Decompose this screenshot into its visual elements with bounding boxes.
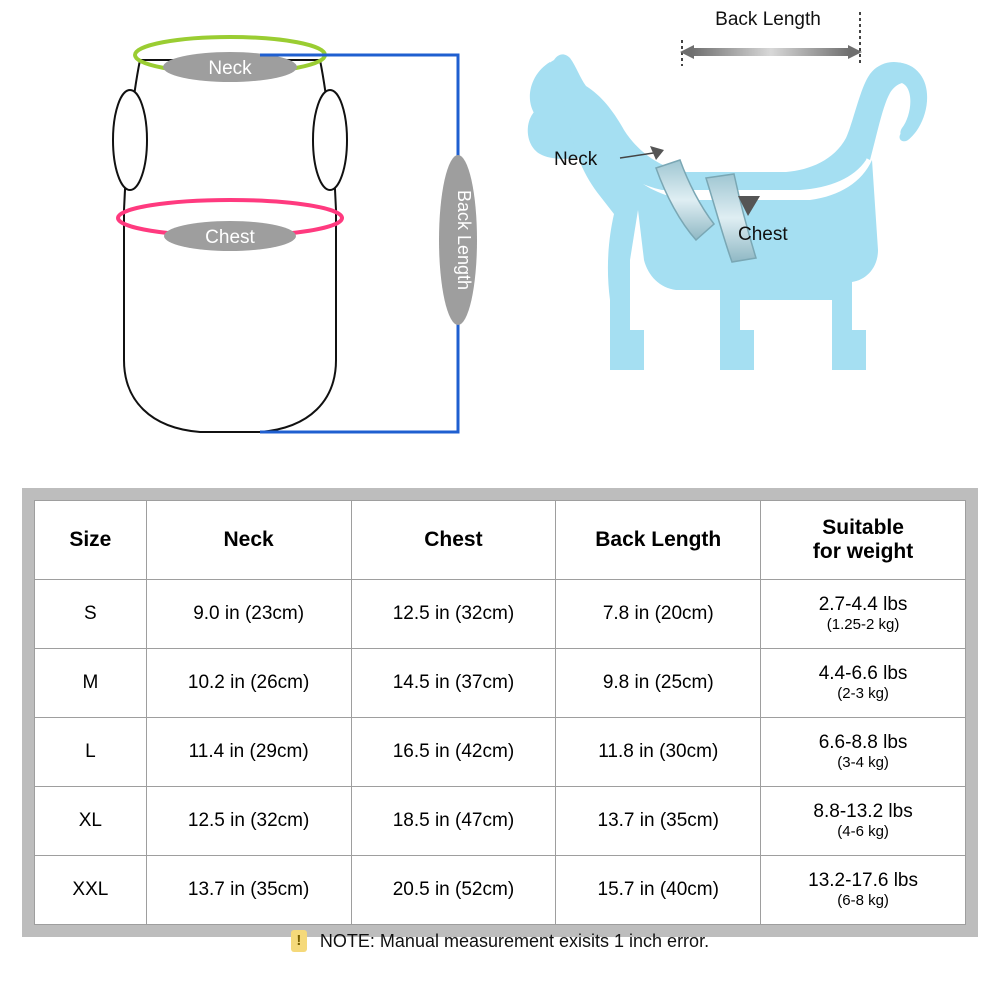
cell-weight (761, 649, 966, 718)
cell-chest: 20.5 in (52cm) (351, 856, 556, 925)
cell-chest: 14.5 in (37cm) (351, 649, 556, 718)
cell-weight-kg: (4-6 kg) (837, 822, 889, 840)
dog-tail (850, 63, 927, 160)
cell-back-length: 15.7 in (40cm) (556, 856, 761, 925)
cell-back-length: 11.8 in (30cm) (556, 718, 761, 787)
cell-back-length: 7.8 in (20cm) (556, 580, 761, 649)
table-header-row (35, 501, 966, 580)
cell-size: XL (35, 787, 147, 856)
table-row (35, 787, 966, 856)
cell-chest: 18.5 in (47cm) (351, 787, 556, 856)
cell-size: L (35, 718, 147, 787)
cell-neck: 9.0 in (23cm) (146, 580, 351, 649)
cell-neck: 11.4 in (29cm) (146, 718, 351, 787)
cell-weight (761, 856, 966, 925)
cell-back-length: 13.7 in (35cm) (556, 787, 761, 856)
cell-weight-kg: (3-4 kg) (837, 753, 889, 771)
cell-weight-lbs: 2.7-4.4 lbs (818, 593, 908, 615)
cell-size: S (35, 580, 147, 649)
table-row (35, 649, 966, 718)
header-back-length: Back Length (556, 501, 761, 580)
measurement-diagrams (0, 0, 1000, 478)
cell-weight (761, 787, 966, 856)
right-sleeve-opening (313, 90, 347, 190)
size-table (34, 500, 966, 925)
cell-chest: 12.5 in (32cm) (351, 580, 556, 649)
dog-chest-label: Chest (738, 224, 788, 245)
header-neck: Neck (146, 501, 351, 580)
dog-back-length-label: Back Length (715, 9, 821, 30)
cell-weight-kg: (1.25-2 kg) (826, 615, 900, 633)
dog-silhouette-diagram (510, 0, 960, 440)
header-size: Size (35, 501, 147, 580)
header-weight-line2: for weight (812, 540, 914, 563)
cell-weight-lbs: 8.8-13.2 lbs (813, 800, 913, 822)
table-row (35, 580, 966, 649)
chest-label: Chest (205, 227, 255, 248)
cell-back-length: 9.8 in (25cm) (556, 649, 761, 718)
back-length-label: Back Length (454, 189, 474, 291)
cell-neck: 12.5 in (32cm) (146, 787, 351, 856)
cell-neck: 13.7 in (35cm) (146, 856, 351, 925)
size-table-container (22, 488, 978, 937)
left-sleeve-opening (113, 90, 147, 190)
dog-neck-label: Neck (554, 149, 598, 170)
cell-neck: 10.2 in (26cm) (146, 649, 351, 718)
garment-front-diagram (60, 0, 480, 470)
table-row (35, 856, 966, 925)
cell-weight-lbs: 4.4-6.6 lbs (818, 662, 908, 684)
header-weight (761, 501, 966, 580)
cell-weight (761, 580, 966, 649)
cell-size: XXL (35, 856, 147, 925)
cell-size: M (35, 649, 147, 718)
cell-weight-lbs: 6.6-8.8 lbs (818, 731, 908, 753)
note-text: NOTE: Manual measurement exisits 1 inch error. (319, 930, 710, 951)
note-row (0, 930, 1000, 952)
table-row (35, 718, 966, 787)
header-chest: Chest (351, 501, 556, 580)
cell-weight-kg: (2-3 kg) (837, 684, 889, 702)
cell-chest: 16.5 in (42cm) (351, 718, 556, 787)
back-length-bar (692, 48, 850, 56)
warning-icon: ! (291, 930, 307, 952)
cell-weight (761, 718, 966, 787)
header-weight-line1: Suitable (822, 515, 904, 539)
cell-weight-lbs: 13.2-17.6 lbs (808, 869, 918, 891)
cell-weight-kg: (6-8 kg) (837, 891, 889, 909)
neck-label: Neck (208, 58, 252, 79)
